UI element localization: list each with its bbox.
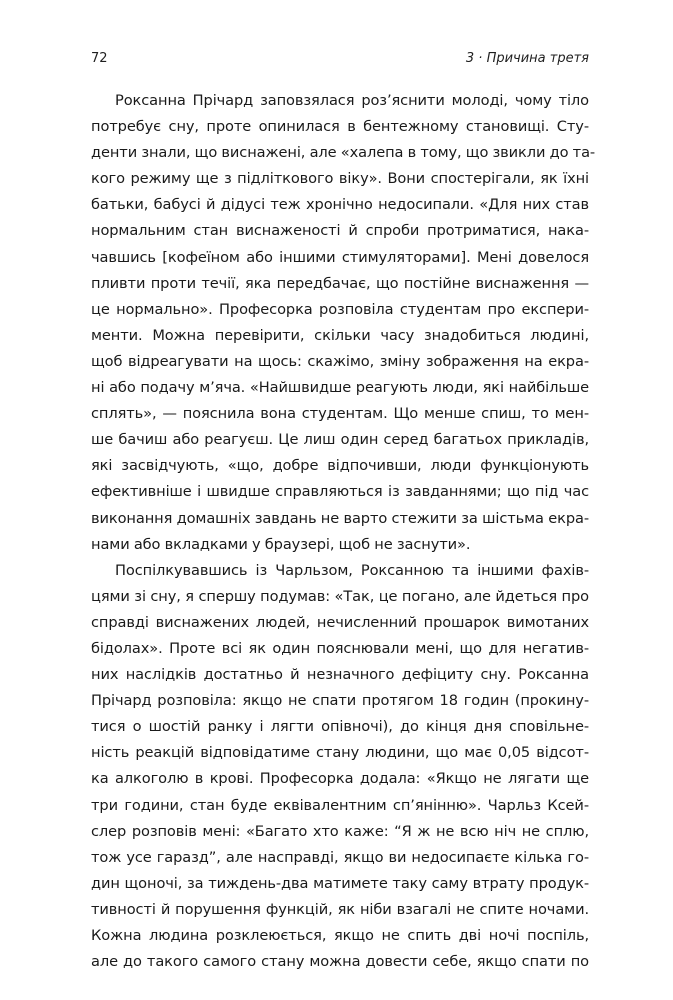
text-line: три години, стан буде еквівалентним сп’янінню». Чарльз Ксей-: [91, 796, 589, 814]
text-line: ефективніше і швидше справляються із завданнями; що під час: [91, 483, 589, 501]
text-line: сплять», — пояснила вона студентам. Що менше спиш, то мен-: [91, 405, 589, 423]
text-line: потребує сну, проте опинилася в бентежному становищі. Сту-: [91, 118, 589, 136]
text-line: які засвідчують, «що, добре відпочивши, люди функціонують: [91, 457, 589, 475]
text-line: Роксанна Прічард заповзялася роз’яснити молоді, чому тіло: [115, 92, 589, 109]
text-line: денти знали, що виснажені, але «халепа в тому, що звикли до та-: [91, 144, 596, 162]
paragraph-1: [91, 88, 596, 558]
chapter-title: 3 · Причина третя: [465, 51, 589, 66]
text-line: чавшись [кофеїном або іншими стимуляторами]. Мені довелося: [91, 248, 589, 266]
text-line: ні або подачу м’яча. «Найшвидше реагують люди, які найбільше: [91, 379, 589, 397]
text-line: нормальним стан виснаженості й спроби протриматися, нака-: [91, 222, 589, 240]
text-line: але до такого самого стану можна довести себе, якщо спати по: [91, 953, 589, 971]
text-line: це нормально». Професорка розповіла студентам про експери-: [91, 300, 589, 318]
text-line: тивності й порушення функцій, як ніби взагалі не спите ночами.: [91, 900, 589, 918]
text-line: справді виснажених людей, нечисленний прошарок вимотаних: [91, 613, 589, 631]
text-line: ка алкоголю в крові. Професорка додала: «Якщо не лягати ще: [91, 770, 589, 788]
text-line: кого режиму ще з підліткового віку». Вони спостерігали, як їхні: [91, 170, 589, 188]
text-line: нами або вкладками у браузері, щоб не заснути».: [91, 535, 471, 553]
paragraph-2: [91, 558, 589, 976]
text-line: Поспілкувавшись із Чарльзом, Роксанною та іншими фахів-: [115, 561, 589, 579]
text-line: ше бачиш або реагуєш. Це лиш один серед багатьох прикладів,: [91, 431, 589, 449]
text-line: дин щоночі, за тиждень-два матимете таку саму втрату продук-: [91, 874, 589, 892]
text-line: ність реакцій відповідатиме стану людини, що має 0,05 відсот-: [91, 744, 589, 762]
text-line: тож усе гаразд”, але насправді, якщо ви недосипаєте кілька го-: [91, 848, 589, 866]
running-head: [91, 51, 589, 71]
text-line: менти. Можна перевірити, скільки часу знадобиться людині,: [91, 326, 589, 344]
text-line: них наслідків достатньо й незначного дефіциту сну. Роксанна: [91, 666, 589, 684]
text-line: Прічард розповіла: якщо не спати протягом 18 годин (прокину-: [91, 692, 589, 710]
text-line: щоб відреагувати на щось: скажімо, зміну зображення на екра-: [91, 352, 589, 370]
body-text: [91, 88, 596, 975]
text-line: бідолах». Проте всі як один пояснювали мені, що для негатив-: [91, 639, 589, 657]
text-line: слер розповів мені: «Багато хто каже: “Я ж не всю ніч не сплю,: [91, 822, 589, 840]
text-line: Кожна людина розклеюється, якщо не спить дві ночі поспіль,: [91, 927, 589, 944]
text-line: тися о шостій ранку і лягти опівночі), до кінця дня сповільне-: [91, 718, 589, 736]
page-number: 72: [91, 51, 108, 66]
text-line: виконання домашніх завдань не варто стежити за шістьма екра-: [91, 509, 589, 527]
text-line: пливти проти течії, яка передбачає, що постійне виснаження —: [91, 274, 589, 292]
text-line: батьки, бабусі й дідусі теж хронічно недосипали. «Для них став: [91, 196, 589, 214]
text-line: цями зі сну, я спершу подумав: «Так, це погано, але йдеться про: [91, 587, 589, 605]
